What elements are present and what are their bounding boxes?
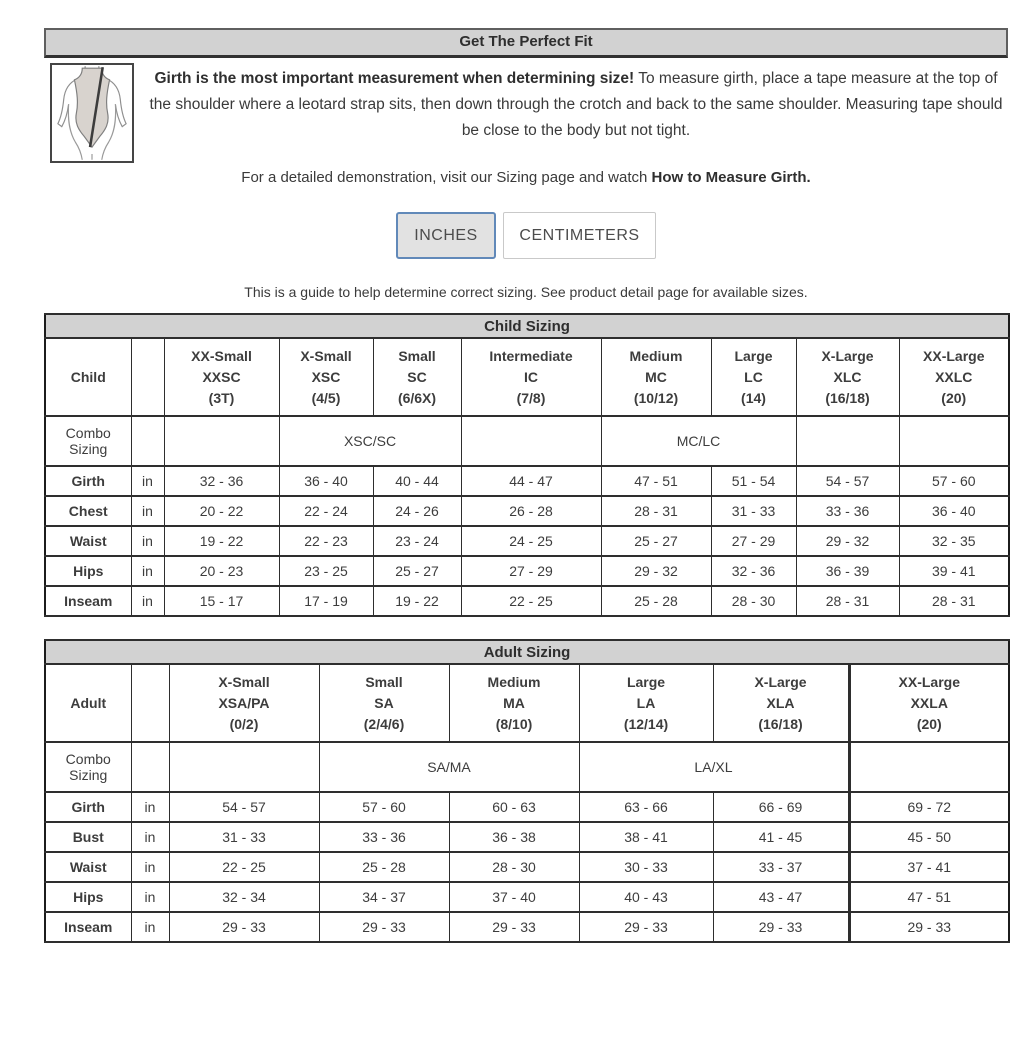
combo-cell: MC/LC: [601, 416, 796, 466]
size-column-name: XX-Small: [191, 347, 252, 364]
size-value-cell: 39 - 41: [899, 556, 1009, 586]
size-column-header: [169, 664, 319, 742]
size-value-cell: 20 - 23: [164, 556, 279, 586]
size-value-cell: 51 - 54: [711, 466, 796, 496]
combo-unit-cell: [131, 416, 164, 466]
size-column-range: (12/14): [623, 715, 669, 732]
size-value-cell: 36 - 40: [899, 496, 1009, 526]
size-value-cell: 54 - 57: [796, 466, 899, 496]
combo-cell: [849, 742, 1009, 792]
size-value-cell: 33 - 36: [319, 822, 449, 852]
size-column-header: [373, 338, 461, 416]
size-value-cell: 26 - 28: [461, 496, 601, 526]
size-column-range: (20): [941, 389, 967, 406]
size-column-range: (16/18): [825, 389, 870, 406]
size-value-cell: 40 - 43: [579, 882, 713, 912]
unit-cell: in: [131, 882, 169, 912]
size-value-cell: 47 - 51: [849, 882, 1009, 912]
measurement-row-label: Girth: [45, 466, 131, 496]
adult-sizing-table: [44, 639, 1010, 943]
page-title-text: Get The Perfect Fit: [459, 33, 593, 50]
size-value-cell: 66 - 69: [713, 792, 849, 822]
size-value-cell: 28 - 31: [796, 586, 899, 616]
size-column-code: MC: [645, 368, 667, 385]
size-value-cell: 69 - 72: [849, 792, 1009, 822]
size-value-cell: 29 - 33: [849, 912, 1009, 942]
measurement-row-label: Hips: [45, 556, 131, 586]
combo-row-label: Combo Sizing: [45, 416, 131, 466]
size-column-name: Small: [398, 347, 436, 364]
size-value-cell: 25 - 28: [319, 852, 449, 882]
table-title: Child Sizing: [45, 314, 1009, 338]
size-column-range: (4/5): [311, 389, 341, 406]
size-column-name: X-Small: [300, 347, 352, 364]
size-value-cell: 19 - 22: [164, 526, 279, 556]
size-value-cell: 30 - 33: [579, 852, 713, 882]
inches-button[interactable]: INCHES: [396, 212, 496, 259]
unit-cell: in: [131, 912, 169, 942]
size-column-code: XSC: [311, 368, 341, 385]
size-value-cell: 45 - 50: [849, 822, 1009, 852]
size-value-cell: 40 - 44: [373, 466, 461, 496]
size-value-cell: 29 - 32: [601, 556, 711, 586]
size-value-cell: 28 - 31: [601, 496, 711, 526]
size-column-header: [601, 338, 711, 416]
size-column-code: XLA: [766, 694, 795, 711]
size-value-cell: 28 - 30: [449, 852, 579, 882]
size-value-cell: 28 - 30: [711, 586, 796, 616]
size-value-cell: 29 - 33: [579, 912, 713, 942]
measurement-row-label: Chest: [45, 496, 131, 526]
size-column-header: [796, 338, 899, 416]
size-column-range: (0/2): [229, 715, 259, 732]
size-column-name: XX-Large: [898, 673, 960, 690]
size-column-name: Medium: [629, 347, 683, 364]
unit-cell: in: [131, 466, 164, 496]
size-value-cell: 31 - 33: [169, 822, 319, 852]
size-column-range: (7/8): [516, 389, 546, 406]
demo-note: [44, 169, 1008, 186]
measurement-row-label: Bust: [45, 822, 131, 852]
size-column-header: [461, 338, 601, 416]
size-column-header: [711, 338, 796, 416]
combo-cell: SA/MA: [319, 742, 579, 792]
table-corner-label: Child: [45, 338, 131, 416]
size-value-cell: 47 - 51: [601, 466, 711, 496]
measurement-row-label: Inseam: [45, 912, 131, 942]
size-value-cell: 36 - 39: [796, 556, 899, 586]
combo-cell: [899, 416, 1009, 466]
size-column-name: X-Large: [754, 673, 807, 690]
size-column-range: (6/6X): [397, 389, 437, 406]
size-column-range: (20): [916, 715, 942, 732]
size-column-range: (2/4/6): [363, 715, 405, 732]
size-column-header: [849, 664, 1009, 742]
size-value-cell: 43 - 47: [713, 882, 849, 912]
demo-note-bold: How to Measure Girth.: [651, 169, 811, 186]
size-value-cell: 20 - 22: [164, 496, 279, 526]
size-guide-page: [44, 28, 1008, 943]
size-value-cell: 32 - 36: [164, 466, 279, 496]
size-column-name: Large: [734, 347, 773, 364]
unit-column-header: [131, 664, 169, 742]
size-value-cell: 29 - 33: [169, 912, 319, 942]
size-column-header: [449, 664, 579, 742]
size-column-code: XSA/PA: [218, 694, 270, 711]
size-value-cell: 32 - 35: [899, 526, 1009, 556]
girth-instructions-body: To measure girth, place a tape measure at the top of the shoulder where a leotard strap sits, then down through the crotch and back to the same shoulder. Measuring tape should be close to the body but not tight.: [149, 70, 1003, 139]
combo-cell: [796, 416, 899, 466]
centimeters-button[interactable]: CENTIMETERS: [503, 212, 656, 259]
size-column-range: (16/18): [758, 715, 803, 732]
girth-diagram: [50, 63, 134, 163]
size-value-cell: 15 - 17: [164, 586, 279, 616]
size-value-cell: 24 - 25: [461, 526, 601, 556]
size-value-cell: 23 - 25: [279, 556, 373, 586]
size-column-code: SA: [374, 694, 394, 711]
size-value-cell: 29 - 33: [319, 912, 449, 942]
size-column-header: [319, 664, 449, 742]
size-value-cell: 33 - 36: [796, 496, 899, 526]
size-column-code: MA: [503, 694, 525, 711]
size-value-cell: 24 - 26: [373, 496, 461, 526]
unit-cell: in: [131, 792, 169, 822]
page-title: [44, 28, 1008, 58]
size-value-cell: 38 - 41: [579, 822, 713, 852]
guide-note: This is a guide to help determine correct sizing. See product detail page for available sizes.: [244, 284, 808, 300]
size-column-code: XXSC: [202, 368, 241, 385]
size-column-header: [579, 664, 713, 742]
table-title: Adult Sizing: [45, 640, 1009, 664]
unit-cell: in: [131, 852, 169, 882]
size-value-cell: 44 - 47: [461, 466, 601, 496]
girth-instructions-lead: Girth is the most important measurement when determining size!: [154, 70, 635, 87]
size-column-code: LA: [636, 694, 656, 711]
demo-note-prefix: For a detailed demonstration, visit our Sizing page and watch: [241, 169, 652, 186]
size-value-cell: 54 - 57: [169, 792, 319, 822]
unit-cell: in: [131, 556, 164, 586]
girth-instructions: [144, 66, 1008, 163]
table-corner-label: Adult: [45, 664, 131, 742]
size-value-cell: 27 - 29: [461, 556, 601, 586]
size-value-cell: 63 - 66: [579, 792, 713, 822]
size-value-cell: 41 - 45: [713, 822, 849, 852]
size-column-name: Large: [626, 673, 666, 690]
size-column-code: IC: [524, 368, 538, 385]
size-column-code: XXLA: [910, 694, 948, 711]
unit-cell: in: [131, 586, 164, 616]
child-sizing-table: [44, 313, 1010, 617]
unit-toggle: [44, 212, 1008, 259]
size-value-cell: 19 - 22: [373, 586, 461, 616]
size-value-cell: 29 - 32: [796, 526, 899, 556]
size-column-code: XLC: [833, 368, 862, 385]
size-value-cell: 25 - 27: [601, 526, 711, 556]
size-column-name: XX-Large: [923, 347, 985, 364]
size-column-name: X-Small: [218, 673, 270, 690]
size-value-cell: 22 - 25: [461, 586, 601, 616]
size-value-cell: 31 - 33: [711, 496, 796, 526]
size-value-cell: 22 - 24: [279, 496, 373, 526]
size-value-cell: 33 - 37: [713, 852, 849, 882]
measurement-row-label: Inseam: [45, 586, 131, 616]
size-value-cell: 27 - 29: [711, 526, 796, 556]
size-value-cell: 37 - 40: [449, 882, 579, 912]
size-column-code: SC: [407, 368, 427, 385]
unit-cell: in: [131, 496, 164, 526]
size-column-name: X-Large: [821, 347, 874, 364]
size-value-cell: 17 - 19: [279, 586, 373, 616]
combo-cell: XSC/SC: [279, 416, 461, 466]
size-value-cell: 29 - 33: [449, 912, 579, 942]
size-column-range: (3T): [208, 389, 235, 406]
size-value-cell: 22 - 25: [169, 852, 319, 882]
measurement-row-label: Waist: [45, 852, 131, 882]
size-value-cell: 60 - 63: [449, 792, 579, 822]
size-value-cell: 34 - 37: [319, 882, 449, 912]
measurement-row-label: Hips: [45, 882, 131, 912]
size-value-cell: 32 - 34: [169, 882, 319, 912]
size-value-cell: 29 - 33: [713, 912, 849, 942]
size-column-name: Small: [365, 673, 403, 690]
unit-cell: in: [131, 822, 169, 852]
combo-row-label: Combo Sizing: [45, 742, 131, 792]
size-value-cell: 22 - 23: [279, 526, 373, 556]
combo-cell: [461, 416, 601, 466]
size-column-header: [279, 338, 373, 416]
combo-cell: [164, 416, 279, 466]
size-column-range: (10/12): [633, 389, 679, 406]
unit-cell: in: [131, 526, 164, 556]
girth-intro-section: [44, 63, 1008, 163]
size-value-cell: 57 - 60: [899, 466, 1009, 496]
size-column-range: (14): [741, 389, 766, 406]
size-value-cell: 25 - 28: [601, 586, 711, 616]
combo-cell: [169, 742, 319, 792]
size-value-cell: 25 - 27: [373, 556, 461, 586]
unit-column-header: [131, 338, 164, 416]
size-column-code: XXLC: [935, 368, 973, 385]
size-value-cell: 23 - 24: [373, 526, 461, 556]
leotard-figure-icon: [53, 66, 131, 160]
size-value-cell: 57 - 60: [319, 792, 449, 822]
size-column-header: [164, 338, 279, 416]
size-column-header: [713, 664, 849, 742]
size-value-cell: 37 - 41: [849, 852, 1009, 882]
size-column-name: Intermediate: [489, 347, 573, 364]
measurement-row-label: Waist: [45, 526, 131, 556]
measurement-row-label: Girth: [45, 792, 131, 822]
size-value-cell: 36 - 40: [279, 466, 373, 496]
size-column-name: Medium: [487, 673, 541, 690]
size-column-header: [899, 338, 1009, 416]
combo-unit-cell: [131, 742, 169, 792]
combo-cell: LA/XL: [579, 742, 849, 792]
size-value-cell: 32 - 36: [711, 556, 796, 586]
size-value-cell: 28 - 31: [899, 586, 1009, 616]
size-value-cell: 36 - 38: [449, 822, 579, 852]
size-column-range: (8/10): [495, 715, 533, 732]
size-column-code: LC: [744, 368, 763, 385]
